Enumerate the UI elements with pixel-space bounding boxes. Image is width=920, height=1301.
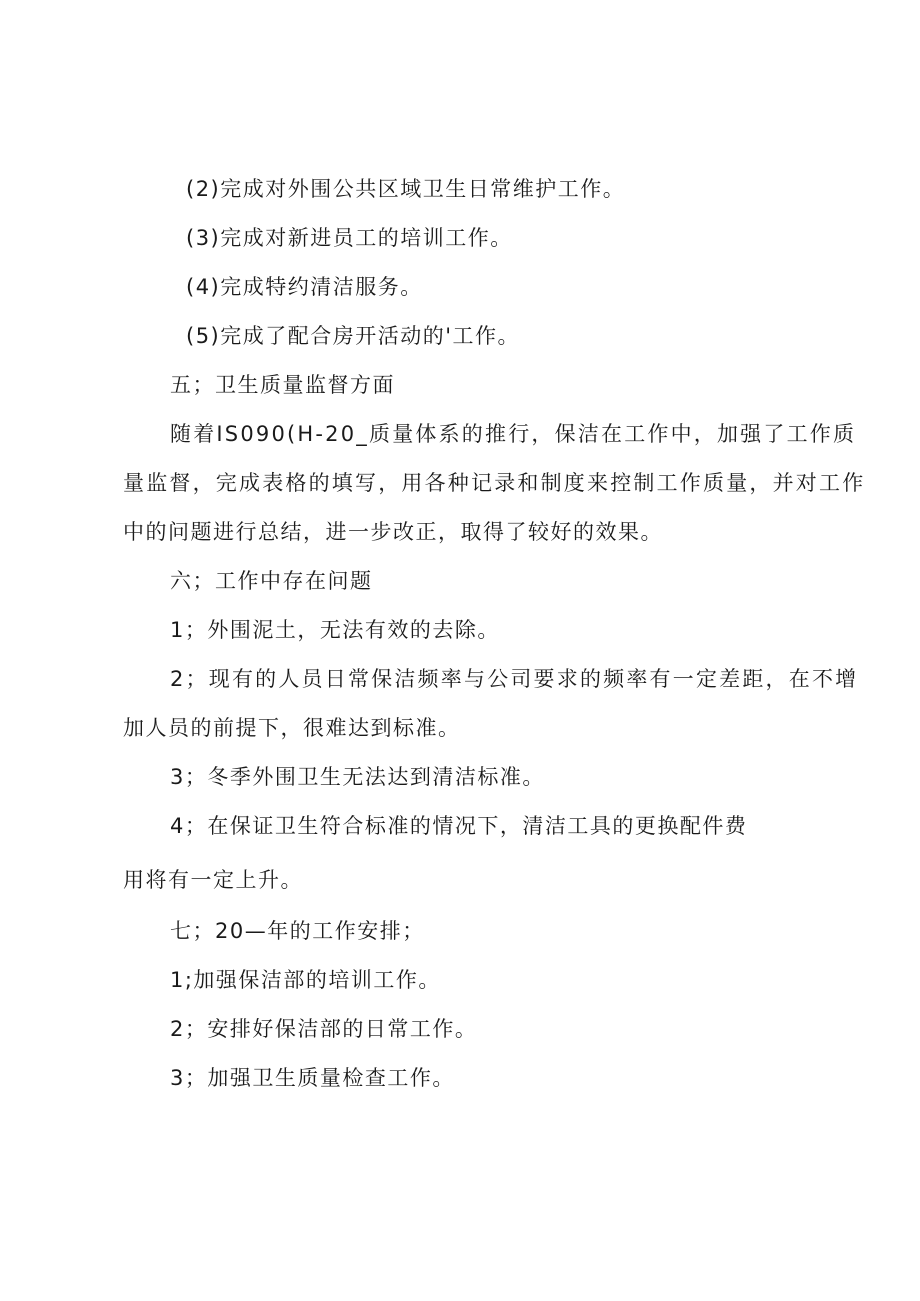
item-4-line: (4)完成特约清洁服务。 [186,275,423,299]
plan-1-line: 1;加强保洁部的培训工作。 [170,968,441,992]
problem-1-line: 1；外围泥土，无法有效的去除。 [170,618,500,642]
item-3-line: (3)完成对新进员工的培训工作。 [186,226,513,250]
paragraph-line-2: 量监督，完成表格的填写，用各种记录和制度来控制工作质量，并对工作 [123,471,866,495]
problem-2-line-1: 2；现有的人员日常保洁频率与公司要求的频率有一定差距，在不增 [170,667,859,691]
plan-2-line: 2；安排好保洁部的日常工作。 [170,1017,478,1041]
paragraph-line-3: 中的问题进行总结，进一步改正，取得了较好的效果。 [123,520,663,544]
section-five-heading: 五；卫生质量监督方面 [170,373,395,397]
plan-3-line: 3；加强卫生质量检查工作。 [170,1066,455,1090]
problem-2-line-2: 加人员的前提下，很难达到标准。 [123,716,461,740]
problem-4-line-2: 用将有一定上升。 [123,868,303,892]
problem-4-line-1: 4；在保证卫生符合标准的情况下，清洁工具的更换配件费 [170,814,748,838]
paragraph-line-1: 随着IS090(H-20_质量体系的推行，保洁在工作中，加强了工作质 [170,422,857,446]
section-seven-heading: 七；20—年的工作安排； [170,919,425,943]
item-2-line: (2)完成对外围公共区域卫生日常维护工作。 [186,177,626,201]
section-six-heading: 六；工作中存在问题 [170,569,373,593]
problem-3-line: 3；冬季外围卫生无法达到清洁标准。 [170,765,545,789]
item-5-line: (5)完成了配合房开活动的'工作。 [186,324,521,348]
